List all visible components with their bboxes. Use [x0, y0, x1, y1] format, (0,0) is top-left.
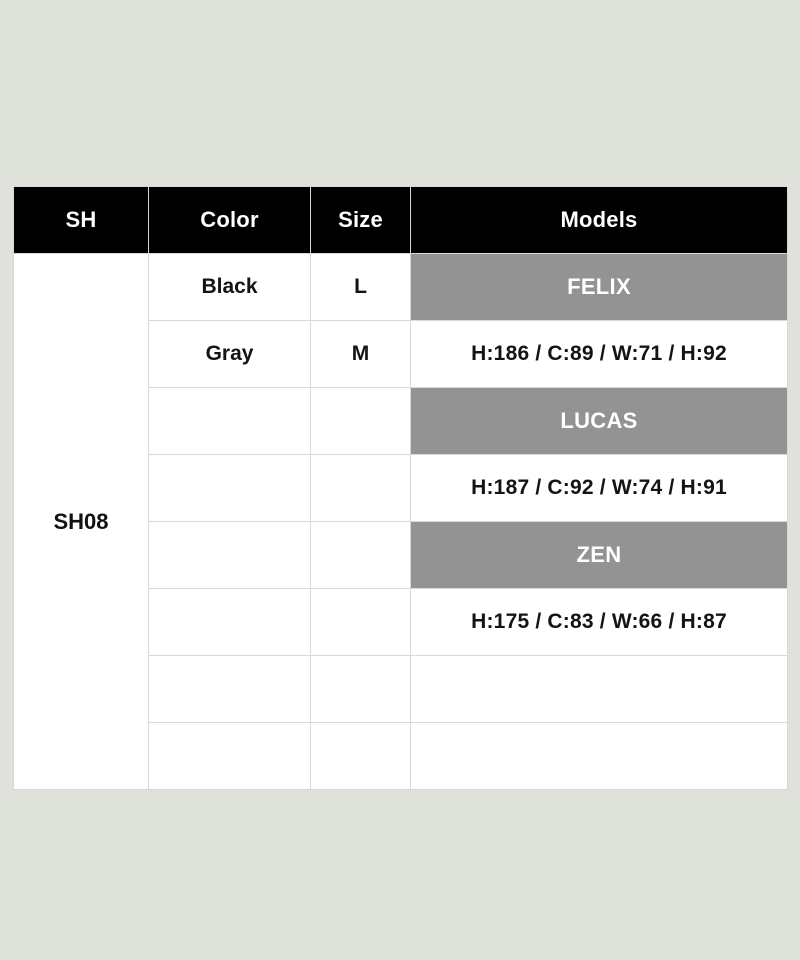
product-spec-table	[13, 186, 788, 790]
color-cell-gray: Gray	[149, 321, 311, 388]
sh-code-cell: SH08	[14, 254, 149, 790]
color-cell-black: Black	[149, 254, 311, 321]
column-header-color: Color	[149, 187, 311, 254]
column-header-size: Size	[311, 187, 411, 254]
column-header-models: Models	[411, 187, 788, 254]
color-cell-empty	[149, 388, 311, 455]
size-cell-empty	[311, 589, 411, 656]
model-measurements-lucas: H:187 / C:92 / W:74 / H:91	[411, 455, 788, 522]
size-cell-empty	[311, 388, 411, 455]
table-body	[14, 254, 788, 790]
size-cell-l: L	[311, 254, 411, 321]
header-row	[14, 187, 788, 254]
color-cell-empty	[149, 589, 311, 656]
color-cell-empty	[149, 455, 311, 522]
model-name-lucas: LUCAS	[411, 388, 788, 455]
models-cell-empty	[411, 656, 788, 723]
color-cell-empty	[149, 723, 311, 790]
table-row	[14, 254, 788, 321]
size-cell-empty	[311, 522, 411, 589]
color-cell-empty	[149, 522, 311, 589]
size-cell-empty	[311, 455, 411, 522]
color-cell-empty	[149, 656, 311, 723]
table-head	[14, 187, 788, 254]
models-cell-empty	[411, 723, 788, 790]
model-name-felix: FELIX	[411, 254, 788, 321]
model-measurements-felix: H:186 / C:89 / W:71 / H:92	[411, 321, 788, 388]
column-header-sh: SH	[14, 187, 149, 254]
size-cell-m: M	[311, 321, 411, 388]
model-name-zen: ZEN	[411, 522, 788, 589]
size-cell-empty	[311, 723, 411, 790]
spec-table-container	[13, 186, 787, 790]
size-cell-empty	[311, 656, 411, 723]
model-measurements-zen: H:175 / C:83 / W:66 / H:87	[411, 589, 788, 656]
